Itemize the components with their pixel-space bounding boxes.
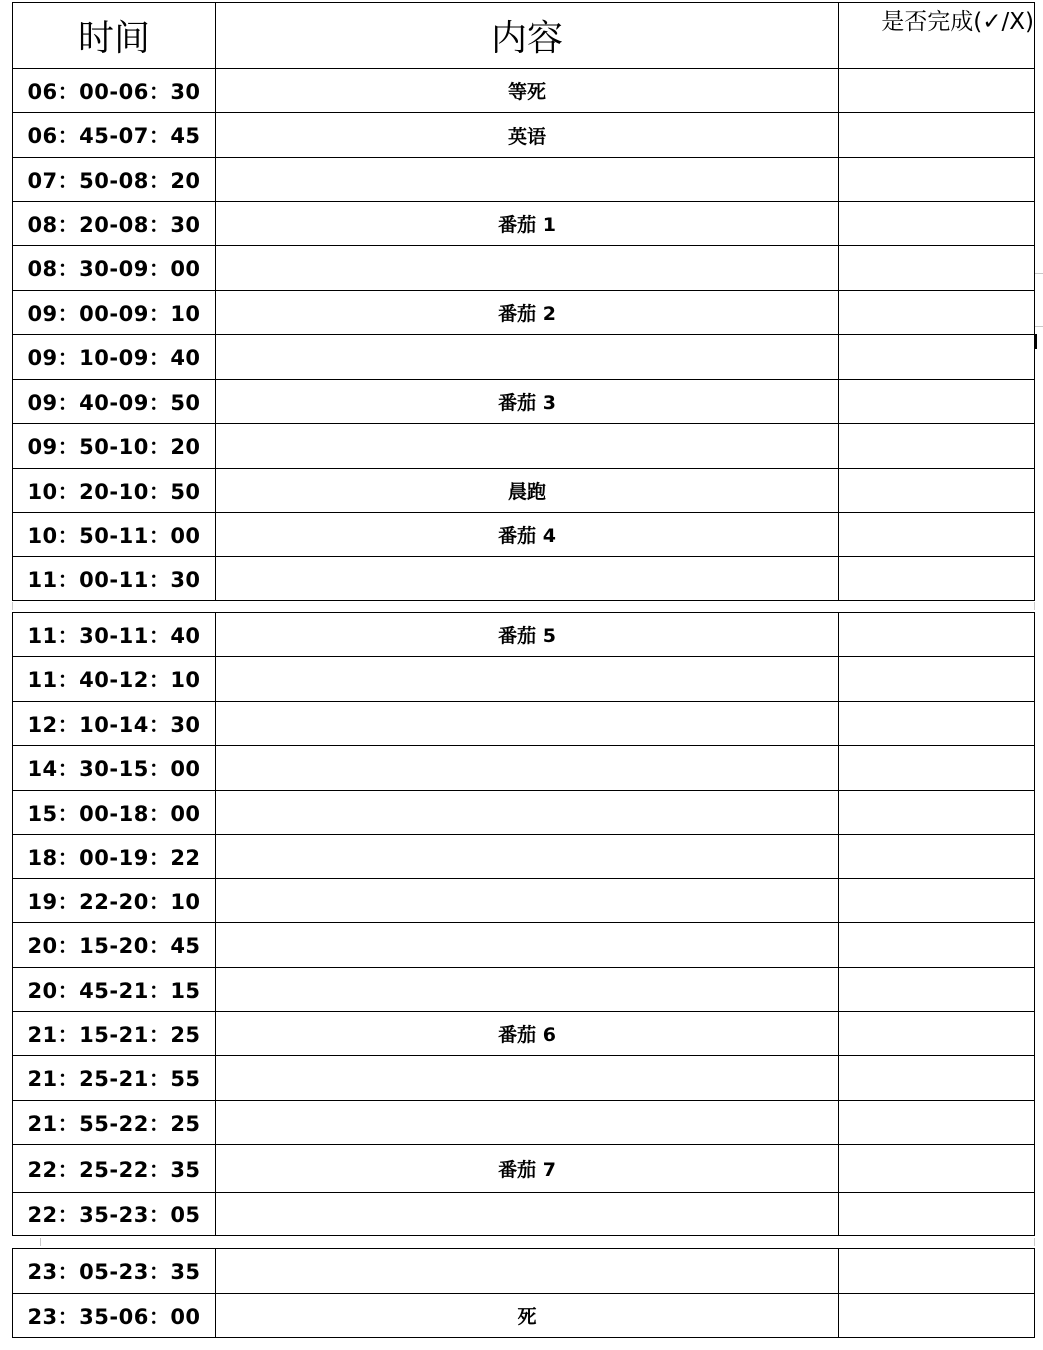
done-cell[interactable] xyxy=(839,335,1035,380)
time-cell[interactable]: 09：10-09：40 xyxy=(13,335,216,380)
header-content: 内容 xyxy=(216,3,839,69)
content-cell[interactable] xyxy=(216,557,839,601)
content-cell[interactable] xyxy=(216,968,839,1012)
content-cell[interactable] xyxy=(216,923,839,968)
content-cell[interactable]: 番茄 6 xyxy=(216,1012,839,1056)
done-cell[interactable] xyxy=(839,879,1035,923)
time-cell[interactable]: 15：00-18：00 xyxy=(13,791,216,835)
content-cell[interactable] xyxy=(216,246,839,291)
time-cell[interactable]: 22：25-22：35 xyxy=(13,1145,216,1193)
done-cell[interactable] xyxy=(839,1249,1035,1294)
content-cell[interactable]: 番茄 4 xyxy=(216,513,839,557)
table-row xyxy=(13,513,1035,557)
table-row xyxy=(13,1249,1035,1294)
done-cell[interactable] xyxy=(839,923,1035,968)
table-row xyxy=(13,923,1035,968)
ruler-tick xyxy=(1035,326,1043,327)
time-cell[interactable]: 08：20-08：30 xyxy=(13,202,216,246)
time-cell[interactable]: 20：45-21：15 xyxy=(13,968,216,1012)
time-cell[interactable]: 06：45-07：45 xyxy=(13,113,216,158)
content-cell[interactable]: 番茄 5 xyxy=(216,613,839,657)
content-cell[interactable] xyxy=(216,835,839,879)
time-cell[interactable]: 18：00-19：22 xyxy=(13,835,216,879)
content-cell[interactable] xyxy=(216,791,839,835)
done-cell[interactable] xyxy=(839,1294,1035,1338)
table-row xyxy=(13,1193,1035,1236)
time-cell[interactable]: 11：40-12：10 xyxy=(13,657,216,702)
content-cell[interactable] xyxy=(216,1249,839,1294)
done-cell[interactable] xyxy=(839,1056,1035,1101)
table-row xyxy=(13,1101,1035,1145)
done-cell[interactable] xyxy=(839,557,1035,601)
text-cursor xyxy=(1035,334,1037,349)
done-cell[interactable] xyxy=(839,158,1035,202)
done-cell[interactable] xyxy=(839,746,1035,791)
page-corner-mark xyxy=(12,602,13,610)
table-row xyxy=(13,335,1035,380)
content-cell[interactable]: 晨跑 xyxy=(216,469,839,513)
done-cell[interactable] xyxy=(839,657,1035,702)
table-row xyxy=(13,702,1035,746)
schedule-table-page-1 xyxy=(12,2,1035,601)
done-cell[interactable] xyxy=(839,291,1035,335)
table-row xyxy=(13,1012,1035,1056)
content-cell[interactable]: 番茄 7 xyxy=(216,1145,839,1193)
time-cell[interactable]: 08：30-09：00 xyxy=(13,246,216,291)
table-row xyxy=(13,1145,1035,1193)
content-cell[interactable]: 番茄 3 xyxy=(216,380,839,424)
time-cell[interactable]: 20：15-20：45 xyxy=(13,923,216,968)
done-cell[interactable] xyxy=(839,613,1035,657)
time-cell[interactable]: 09：00-09：10 xyxy=(13,291,216,335)
content-cell[interactable] xyxy=(216,879,839,923)
time-cell[interactable]: 12：10-14：30 xyxy=(13,702,216,746)
table-row xyxy=(13,291,1035,335)
content-cell[interactable] xyxy=(216,746,839,791)
page-corner-mark xyxy=(1034,602,1035,610)
table-row xyxy=(13,158,1035,202)
done-cell[interactable] xyxy=(839,513,1035,557)
table-row xyxy=(13,879,1035,923)
time-cell[interactable]: 14：30-15：00 xyxy=(13,746,216,791)
done-cell[interactable] xyxy=(839,702,1035,746)
time-cell[interactable]: 06：00-06：30 xyxy=(13,69,216,113)
time-cell[interactable]: 11：00-11：30 xyxy=(13,557,216,601)
content-cell[interactable]: 英语 xyxy=(216,113,839,158)
table-row xyxy=(13,791,1035,835)
content-cell[interactable] xyxy=(216,1193,839,1236)
page-break xyxy=(0,601,1043,611)
done-cell[interactable] xyxy=(839,69,1035,113)
time-cell[interactable]: 21：55-22：25 xyxy=(13,1101,216,1145)
time-cell[interactable]: 11：30-11：40 xyxy=(13,613,216,657)
time-cell[interactable]: 23：35-06：00 xyxy=(13,1294,216,1338)
time-cell[interactable]: 22：35-23：05 xyxy=(13,1193,216,1236)
time-cell[interactable]: 21：15-21：25 xyxy=(13,1012,216,1056)
table-row xyxy=(13,469,1035,513)
done-cell[interactable] xyxy=(839,1193,1035,1236)
table-row xyxy=(13,113,1035,158)
table-row xyxy=(13,202,1035,246)
table-row xyxy=(13,1294,1035,1338)
ruler-tick xyxy=(1035,273,1043,274)
content-cell[interactable] xyxy=(216,702,839,746)
time-cell[interactable]: 10：20-10：50 xyxy=(13,469,216,513)
table-row xyxy=(13,424,1035,469)
done-cell[interactable] xyxy=(839,1145,1035,1193)
content-cell[interactable] xyxy=(216,1056,839,1101)
done-cell[interactable] xyxy=(839,424,1035,469)
done-cell[interactable] xyxy=(839,1101,1035,1145)
done-cell[interactable] xyxy=(839,968,1035,1012)
content-cell[interactable]: 等死 xyxy=(216,69,839,113)
time-cell[interactable]: 10：50-11：00 xyxy=(13,513,216,557)
content-cell[interactable] xyxy=(216,335,839,380)
table-row xyxy=(13,613,1035,657)
page-break xyxy=(0,1237,1043,1247)
content-cell[interactable]: 番茄 1 xyxy=(216,202,839,246)
content-cell[interactable] xyxy=(216,158,839,202)
content-cell[interactable] xyxy=(216,1101,839,1145)
done-cell[interactable] xyxy=(839,246,1035,291)
content-cell[interactable]: 死 xyxy=(216,1294,839,1338)
content-cell[interactable] xyxy=(216,657,839,702)
time-cell[interactable]: 09：40-09：50 xyxy=(13,380,216,424)
table-row xyxy=(13,657,1035,702)
content-cell[interactable] xyxy=(216,424,839,469)
table-row xyxy=(13,69,1035,113)
schedule-table-page-2 xyxy=(12,612,1035,1236)
table-row xyxy=(13,557,1035,601)
table-row xyxy=(13,246,1035,291)
done-cell[interactable] xyxy=(839,113,1035,158)
content-cell[interactable]: 番茄 2 xyxy=(216,291,839,335)
done-cell[interactable] xyxy=(839,835,1035,879)
table-row xyxy=(13,380,1035,424)
time-cell[interactable]: 09：50-10：20 xyxy=(13,424,216,469)
table-row xyxy=(13,746,1035,791)
page-corner-mark xyxy=(1034,1238,1035,1246)
done-cell[interactable] xyxy=(839,380,1035,424)
time-cell[interactable]: 19：22-20：10 xyxy=(13,879,216,923)
table-row xyxy=(13,1056,1035,1101)
page-corner-mark xyxy=(40,1238,41,1246)
header-row xyxy=(13,3,1035,69)
header-time: 时间 xyxy=(13,3,216,69)
time-cell[interactable]: 23：05-23：35 xyxy=(13,1249,216,1294)
done-cell[interactable] xyxy=(839,1012,1035,1056)
table-row xyxy=(13,968,1035,1012)
header-done: 是否完成(✓/X) xyxy=(839,3,1035,69)
done-cell[interactable] xyxy=(839,791,1035,835)
schedule-table-page-3 xyxy=(12,1248,1035,1338)
done-cell[interactable] xyxy=(839,202,1035,246)
time-cell[interactable]: 07：50-08：20 xyxy=(13,158,216,202)
done-cell[interactable] xyxy=(839,469,1035,513)
time-cell[interactable]: 21：25-21：55 xyxy=(13,1056,216,1101)
table-row xyxy=(13,835,1035,879)
